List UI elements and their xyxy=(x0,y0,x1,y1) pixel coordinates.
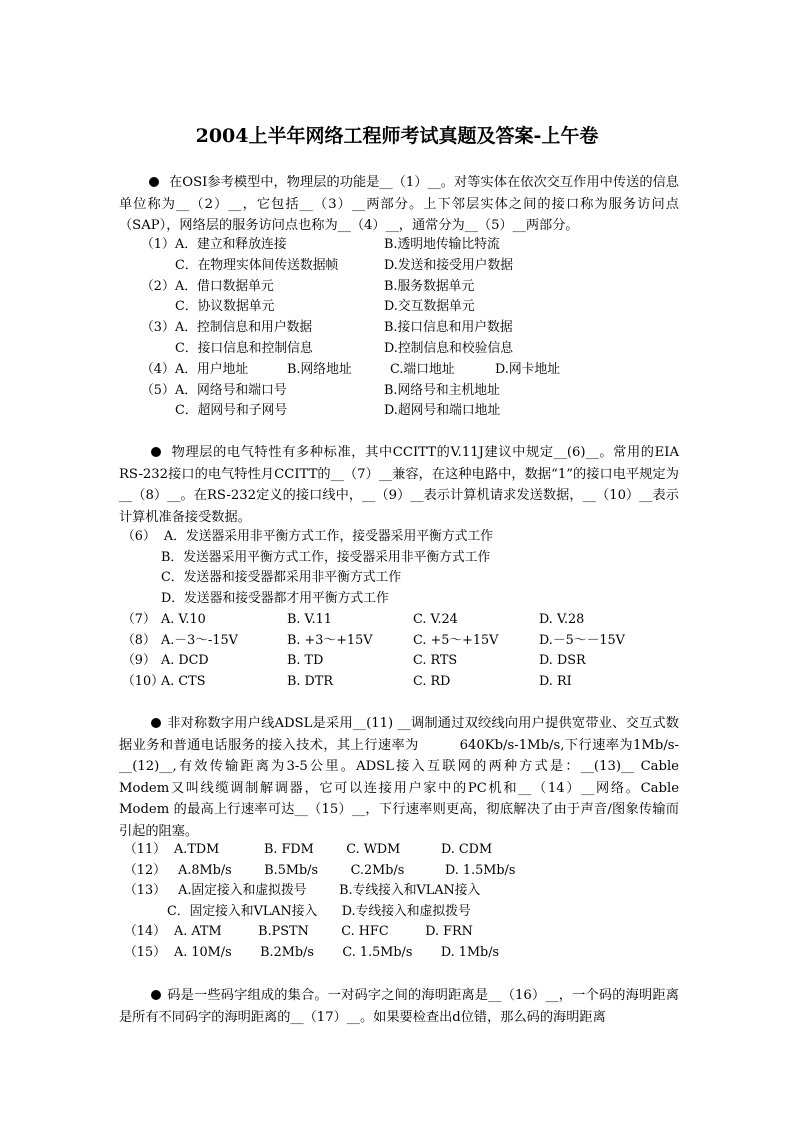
option-number: （9） xyxy=(122,653,156,668)
option-choice: C．接口信息和控制信息 xyxy=(175,341,313,356)
option-line: D．发送器和接受器都才用平衡方式工作 xyxy=(161,591,389,606)
option-choice: C．协议数据单元 xyxy=(175,299,275,315)
option-line: （14） A. ATM B.PSTN C. HFC D. FRN xyxy=(124,924,473,939)
option-number: （3） xyxy=(141,320,175,336)
question-text: 非对称数字用户线ADSL是采用__(11) __调制通过双绞线向用户提供宽带业、交互式数据业务和普通电话服务的接入技术，其上行速率为 640Kb/s-1Mb/s,下行速率为1Mb/s-__(12)__,有效传输距离为3-5公里。ADSL接入互联网的两种方式是：__(13)__ Cable Modem又叫线缆调制解调器，它可以连接用户家中的PC机和__（14）__网络。Cable Modem 的最高上行速率可达__（15）__，下行速率则更高，彻底解决了由于声音/图象传输而引起的阻塞。 xyxy=(119,716,719,839)
option-number: （8） xyxy=(122,632,156,648)
option-choice: B. DTR xyxy=(287,673,333,689)
option-choice: D.－5～－15V xyxy=(539,632,625,648)
option-choice: A．用户地址 xyxy=(175,361,249,377)
option-choice: C. V.24 xyxy=(413,612,458,627)
option-choice: D. DSR xyxy=(539,653,586,668)
option-choice: B.服务数据单元 xyxy=(384,278,475,294)
option-choice: A．网络号和端口号 xyxy=(175,382,287,398)
question-text: 码是一些码字组成的集合。一对码字之间的海明距离是__（16）__，一个码的海明距离是所有不同码字的海明距离的__（17）__。如果要检查出d位错，那么码的海明距离 xyxy=(119,988,679,1025)
option-line: （15） A. 10M/s B.2Mb/s C. 1.5Mb/s D. 1Mb/s xyxy=(124,945,500,960)
option-choice: A．借口数据单元 xyxy=(175,278,274,294)
question-6-10 xyxy=(119,442,679,528)
option-choice: D. RI xyxy=(539,673,572,689)
option-line: （11） A.TDM B. FDM C. WDM D. CDM xyxy=(124,842,493,857)
option-choice: C．在物理实体间传送数据帧 xyxy=(175,257,339,273)
option-choice: D.发送和接受用户数据 xyxy=(384,257,514,273)
option-choice: D.交互数据单元 xyxy=(384,299,475,315)
option-choice: D.控制信息和校验信息 xyxy=(384,341,514,356)
bullet-icon xyxy=(151,447,161,457)
option-choice: A. DCD xyxy=(161,653,209,668)
question-11-15 xyxy=(119,713,719,842)
option-choice: B.网络地址 xyxy=(287,361,352,377)
option-line: （13） A.固定接入和虚拟拨号 B.专线接入和VLAN接入 xyxy=(124,883,481,898)
option-choice: A. CTS xyxy=(161,673,206,689)
bullet-icon xyxy=(151,990,161,1000)
option-number: （2） xyxy=(141,278,175,294)
option-choice: C. RTS xyxy=(413,653,458,668)
option-line: （12） A.8Mb/s B.5Mb/s C.2Mb/s D. 1.5Mb/s xyxy=(124,863,516,878)
option-choice: A．控制信息和用户数据 xyxy=(175,320,313,336)
option-choice: A. V.10 xyxy=(161,612,206,627)
option-choice: B.接口信息和用户数据 xyxy=(384,320,513,336)
option-choice: B. V.11 xyxy=(287,612,332,627)
bullet-icon xyxy=(149,177,159,187)
question-text: 物理层的电气特性有多种标准，其中CCITT的V.11J建议中规定__(6)__。常用的EIA RS-232接口的电气特性月CCITT的__（7）__兼容，在这种电路中，数据“1”的接口电平规定为__（8）__。在RS-232定义的接口线中，__（9）__表示计算机请求发送数据，__（10）__表示计算机准备接受数据。 xyxy=(119,445,679,525)
option-line: （6） A．发送器采用非平衡方式工作，接受器采用平衡方式工作 xyxy=(122,529,494,544)
option-choice: D. V.28 xyxy=(539,612,585,627)
option-number: （10） xyxy=(122,673,164,689)
bullet-icon xyxy=(151,718,161,728)
option-number: （1） xyxy=(141,237,175,252)
option-line: B．发送器采用平衡方式工作，接受器采用非平衡方式工作 xyxy=(161,550,491,565)
option-choice: C. +5～+15V xyxy=(413,632,499,648)
option-choice: A.－3～-15V xyxy=(161,632,238,648)
option-choice: C.端口地址 xyxy=(390,361,455,377)
option-line: C．固定接入和VLAN接入 D.专线接入和虚拟拨号 xyxy=(167,904,471,919)
question-text: 在OSI参考模型中，物理层的功能是__（1）__。对等实体在依次交互作用中传送的信息单位称为__（2）__，它包括__（3）__两部分。上下邻层实体之间的接口称为服务访问点（SAP），网络层的服务访问点也称为__（4）__，通常分为__（5）__两部分。 xyxy=(119,175,679,233)
option-choice: B.网络号和主机地址 xyxy=(384,382,500,398)
page-title: 2004上半年网络工程师考试真题及答案-上午卷 xyxy=(195,125,599,147)
option-choice: C. RD xyxy=(413,673,451,689)
option-choice: C．超网号和子网号 xyxy=(175,403,288,419)
question-16 xyxy=(119,985,679,1028)
option-number: （7） xyxy=(122,612,156,627)
option-choice: B. TD xyxy=(287,653,324,668)
option-choice: D.超网号和端口地址 xyxy=(384,403,501,419)
option-number: （4） xyxy=(141,361,175,377)
question-1-5 xyxy=(119,172,679,237)
option-number: （5） xyxy=(141,382,175,398)
option-choice: A．建立和释放连接 xyxy=(175,237,287,252)
option-choice: B.透明地传输比特流 xyxy=(384,237,500,252)
option-choice: B. +3～+15V xyxy=(287,632,373,648)
option-choice: D.网卡地址 xyxy=(495,361,561,377)
option-line: C．发送器和接受器都采用非平衡方式工作 xyxy=(161,570,402,585)
